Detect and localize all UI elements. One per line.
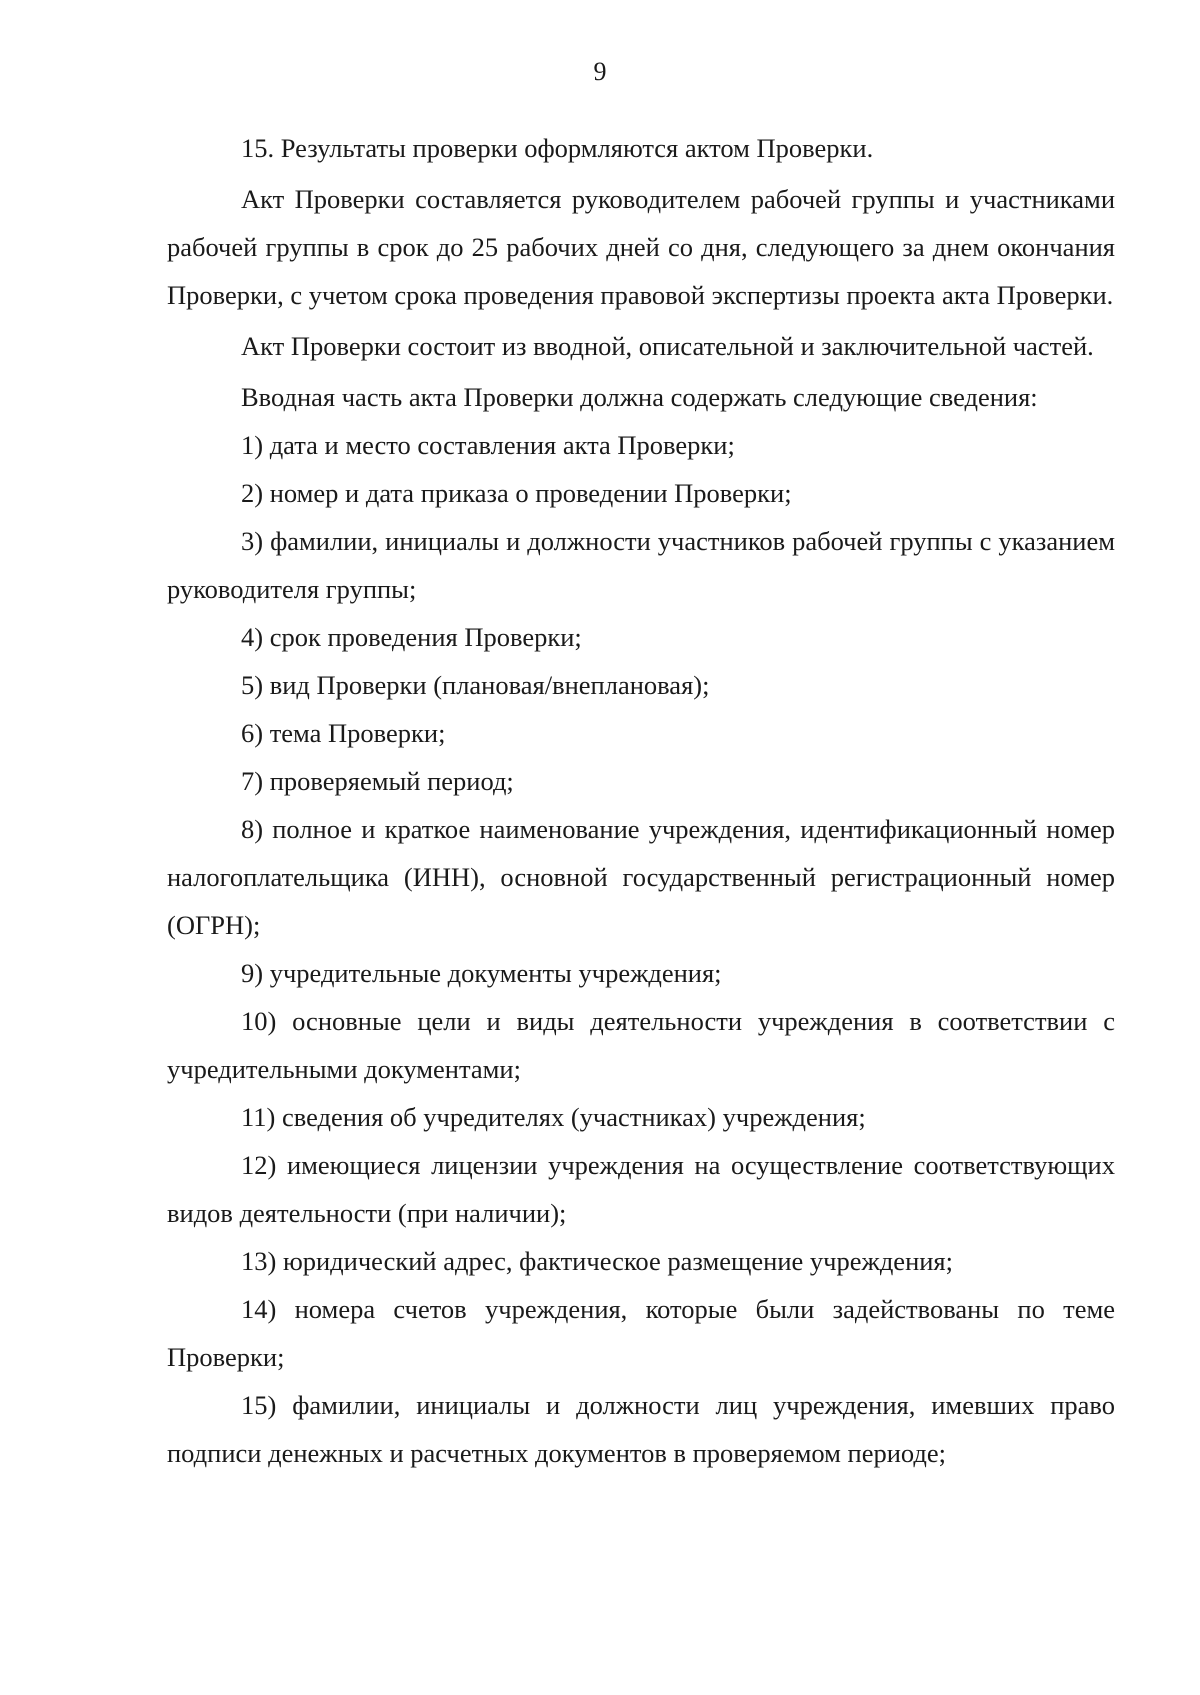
list-item-3: 3) фамилии, инициалы и должности участников рабочей группы с указанием руководителя группы; [167,526,1115,604]
list-item-12: 12) имеющиеся лицензии учреждения на осуществление соответствующих видов деятельности (при наличии); [167,1150,1115,1228]
list-item-15: 15) фамилии, инициалы и должности лиц учреждения, имевших право подписи денежных и расчетных документов в проверяемом периоде; [167,1390,1115,1468]
list-item-4: 4) срок проведения Проверки; [241,622,582,652]
document-body [167,124,1115,1477]
list-item-1: 1) дата и место составления акта Проверки; [241,430,735,460]
list-item-2: 2) номер и дата приказа о проведении Проверки; [241,478,792,508]
list-item-13: 13) юридический адрес, фактическое размещение учреждения; [241,1246,953,1276]
list-item-5: 5) вид Проверки (плановая/внеплановая); [241,670,710,700]
list-item-11: 11) сведения об учредителях (участниках) учреждения; [241,1102,866,1132]
paragraph-act-structure: Акт Проверки состоит из вводной, описательной и заключительной частей. [241,331,1094,361]
paragraph-intro-part: Вводная часть акта Проверки должна содержать следующие сведения: [241,382,1038,412]
paragraph-act-compiled: Акт Проверки составляется руководителем рабочей группы и участниками рабочей группы в срок до 25 рабочих дней со дня, следующего за днем окончания Проверки, с учетом срока проведения правовой экспертизы проекта акта Проверки. [167,184,1115,310]
list-item-6: 6) тема Проверки; [241,718,446,748]
list-item-8: 8) полное и краткое наименование учреждения, идентификационный номер налогоплательщика (ИНН), основной государственный регистрационный номер (ОГРН); [167,814,1115,940]
list-item-14: 14) номера счетов учреждения, которые были задействованы по теме Проверки; [167,1294,1115,1372]
paragraph-results-act: 15. Результаты проверки оформляются актом Проверки. [241,133,874,163]
list-item-10: 10) основные цели и виды деятельности учреждения в соответствии с учредительными документами; [167,1006,1115,1084]
list-item-7: 7) проверяемый период; [241,766,514,796]
list-item-9: 9) учредительные документы учреждения; [241,958,722,988]
page-number: 9 [593,57,607,86]
